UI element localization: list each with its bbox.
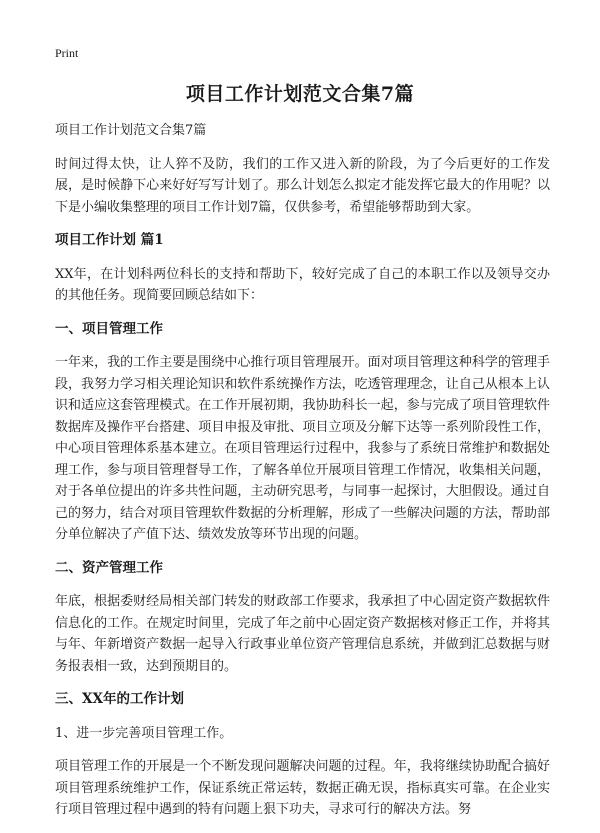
heading-work-plan: 三、XX年的工作计划 [55,691,184,707]
asset-management-paragraph: 年底，根据委财经局相关部门转发的财政部工作要求，我承担了中心固定资产数据软件信息化的工作。在规定时间里，完成了年之前中心固定资产数据核对修正工作，并将其与年、年新增资产数据一起导入行政事业单位资产管理信息系统，并做到汇总数据与财务报表相一致，达到预期目的。 [55,594,550,674]
print-link[interactable]: Print [55,46,79,60]
document-body [55,120,550,833]
document-subtitle: 项目工作计划范文合集7篇 [55,123,207,138]
heading-asset-management: 二、资产管理工作 [55,559,163,576]
plan-paragraph: 项目管理工作的开展是一个不断发现问题解决问题的过程。年，我将继续协助配合搞好项目管理系统维护工作，保证系统正常运转，数据正确无误，指标真实可靠。在企业实行项目管理过程中遇到的特有问题上狠下功夫，寻求可行的解决方法。努 [55,759,550,817]
heading-project-management: 一、项目管理工作 [55,320,163,337]
plan-item-1: 1、进一步完善项目管理工作。 [55,725,233,741]
section-intro-paragraph: XX年，在计划科两位科长的支持和帮助下，较好完成了自己的本职工作以及领导交办的其他任务。现简要回顾总结如下： [55,266,550,303]
section-heading-1: 项目工作计划 篇1 [55,232,164,248]
intro-paragraph: 时间过得太快，让人猝不及防，我们的工作又进入新的阶段，为了今后更好的工作发展，是时候静下心来好好写写计划了。那么计划怎么拟定才能发挥它最大的作用呢？以下是小编收集整理的项目工作计划7篇，仅供参考，希望能够帮助到大家。 [55,156,550,215]
document-title: 项目工作计划范文合集7篇 [185,83,415,105]
project-management-paragraph: 一年来，我的工作主要是围绕中心推行项目管理展开。面对项目管理这种科学的管理手段，我努力学习相关理论知识和软件系统操作方法，吃透管理理念，让自己从根本上认识和适应这套管理模式。在工作开展初期，我协助科长一起，参与完成了项目管理软件数据库及操作平台搭建、项目申报及审批、项目立项及分解下达等一系列阶段性工作，中心项目管理体系基本建立。在项目管理运行过程中，我参与了系统日常维护和数据处理工作，参与项目管理督导工作，了解各单位开展项目管理工作情况，收集相关问题，对于各单位提出的许多共性问题，主动研究思考，与同事一起探讨，大胆假设。通过自己的努力，结合对项目管理软件数据的分析理解，形成了一些解决问题的方法，帮助部分单位解决了产值下达、绩效发放等环节出现的问题。 [55,355,550,542]
